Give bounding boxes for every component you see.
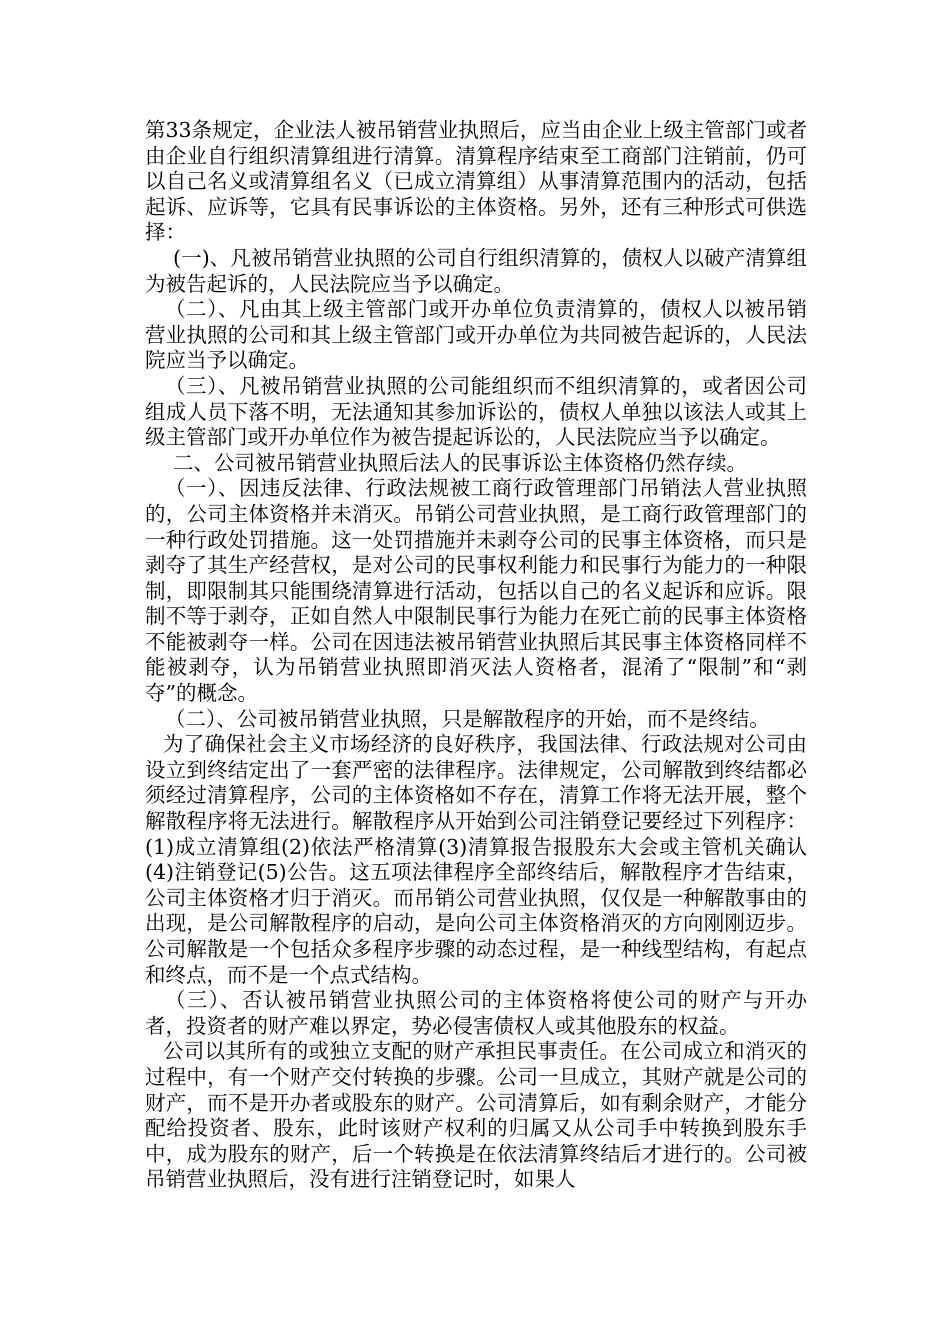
paragraph-point-1: （一）、因违反法律、行政法规被工商行政管理部门吊销法人营业执照的，公司主体资格并未消灭。吊销公司营业执照，是工商行政管理部门的一种行政处罚措施。这一处罚措施并未剥夺公司的民事主体资格，而只是剥夺了其生产经营权，是对公司的民事权利能力和民事行为能力的一种限制，即限制其只能围绕清算进行活动，包括以自己的名义起诉和应诉。限制不等于剥夺，正如自然人中限制民事行为能力在死亡前的民事主体资格不能被剥夺一样。公司在因违法被吊销营业执照后其民事主体资格同样不能被剥夺，认为吊销营业执照即消灭法人资格者，混淆了“限制”和“剥夺”的概念。	[145, 476, 807, 706]
document-body	[145, 118, 807, 1193]
paragraph-article-33: 第33条规定，企业法人被吊销营业执照后，应当由企业上级主管部门或者由企业自行组织清算组进行清算。清算程序结束至工商部门注销前，仍可以自己名义或清算组名义（已成立清算组）从事清算范围内的活动，包括起诉、应诉等，它具有民事诉讼的主体资格。另外，还有三种形式可供选择：	[145, 118, 807, 245]
paragraph-option-3: （三）、凡被吊销营业执照的公司能组织而不组织清算的，或者因公司组成人员下落不明，无法通知其参加诉讼的，债权人单独以该法人或其上级主管部门或开办单位作为被告提起诉讼的，人民法院应当予以确定。	[145, 373, 807, 450]
paragraph-point-2: （二）、公司被吊销营业执照，只是解散程序的开始，而不是终结。	[165, 706, 770, 731]
paragraph-point-3: （三）、否认被吊销营业执照公司的主体资格将使公司的财产与开办者，投资者的财产难以界定，势必侵害债权人或其他股东的权益。	[145, 988, 807, 1038]
paragraph-dissolution-procedure: 为了确保社会主义市场经济的良好秩序，我国法律、行政法规对公司由设立到终结定出了一套严密的法律程序。法律规定，公司解散到终结都必须经过清算程序，公司的主体资格如不存在，清算工作将无法开展，整个解散程序将无法进行。解散程序从开始到公司注销登记要经过下列程序：(1)成立清算组(2)依法严格清算(3)清算报告报股东大会或主管机关确认(4)注销登记(5)公告。这五项法律程序全部终结后，解散程序才告结束，公司主体资格才归于消灭。而吊销公司营业执照，仅仅是一种解散事由的出现，是公司解散程序的启动，是向公司主体资格消灭的方向刚刚迈步。公司解散是一个包括众多程序步骤的动态过程，是一种线型结构，有起点和终点，而不是一个点式结构。	[145, 732, 807, 987]
paragraph-option-1: (一)、凡被吊销营业执照的公司自行组织清算的，债权人以破产清算组为被告起诉的，人民法院应当予以确定。	[145, 245, 807, 296]
paragraph-property-liability: 公司以其所有的或独立支配的财产承担民事责任。在公司成立和消灭的过程中，有一个财产交付转换的步骤。公司一旦成立，其财产就是公司的财产，而不是开办者或股东的财产。公司清算后，如有剩余财产，才能分配给投资者、股东，此时该财产权利的归属又从公司手中转换到股东手中，成为股东的财产，后一个转换是在依法清算终结后才进行的。公司被吊销营业执照后，没有进行注销登记时，如果人	[145, 1039, 807, 1192]
paragraph-option-2: （二）、凡由其上级主管部门或开办单位负责清算的，债权人以被吊销营业执照的公司和其上级主管部门或开办单位为共同被告起诉的，人民法院应当予以确定。	[145, 297, 807, 373]
section-heading-2: 二、公司被吊销营业执照后法人的民事诉讼主体资格仍然存续。	[173, 450, 747, 475]
